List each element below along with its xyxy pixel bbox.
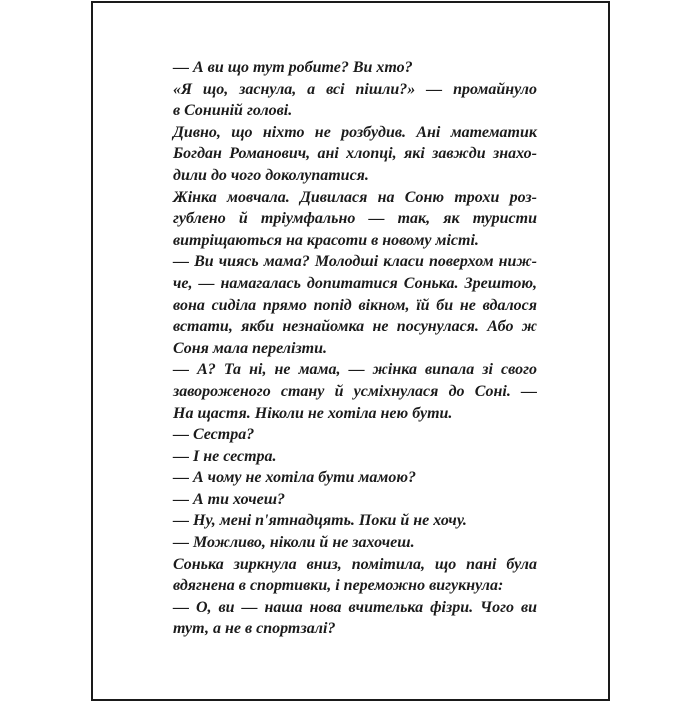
text-line: Сонька зиркнула вниз, помітила, що пані була bbox=[173, 555, 537, 573]
text-line: Дивно, що ніхто не розбудив. Ані математик bbox=[173, 123, 537, 141]
text-line: — Ну, мені п'ятнадцять. Поки й не хочу. bbox=[173, 512, 467, 530]
text-line: — І не сестра. bbox=[173, 447, 277, 465]
text-line: вдягнена в спортивки, і переможно вигукнула: bbox=[173, 577, 504, 595]
text-line: — А? Та ні, не мама, — жінка випала зі свого bbox=[173, 361, 537, 379]
text-line: — Ви чиясь мама? Молодші класи поверхом ниж- bbox=[173, 253, 537, 271]
text-line: тут, а не в спортзалі? bbox=[173, 620, 336, 638]
text-line: дили до чого доколупатися. bbox=[173, 166, 369, 184]
text-line: — Сестра? bbox=[173, 426, 255, 444]
text-line: завороженого стану й усміхнулася до Соні. — bbox=[173, 382, 537, 400]
text-line: — Можливо, ніколи й не захочеш. bbox=[173, 534, 415, 552]
text-line: встати, якби незнайомка не посунулася. Або ж bbox=[173, 318, 537, 336]
text-line: — А чому не хотіла бути мамою? bbox=[173, 469, 417, 487]
text-line: в Сониній голові. bbox=[173, 102, 293, 120]
text-line: вона сиділа прямо попід вікном, їй би не вдалося bbox=[173, 296, 537, 314]
text-line: На щастя. Ніколи не хотіла нею бути. bbox=[173, 404, 453, 422]
text-line: — А ви що тут робите? Ви хто? bbox=[173, 59, 413, 76]
text-line: гублено й тріумфально — так, як туристи bbox=[173, 210, 537, 228]
page-text bbox=[173, 57, 537, 640]
text-line: — А ти хочеш? bbox=[173, 490, 286, 508]
text-line: — О, ви — наша нова вчителька фізри. Чого ви bbox=[173, 598, 537, 616]
text-line: че, — намагалась допитатися Сонька. Зрештою, bbox=[173, 274, 537, 292]
text-line: Жінка мовчала. Дивилася на Соню трохи роз- bbox=[173, 188, 537, 206]
text-line: Соня мала перелізти. bbox=[173, 339, 328, 357]
text-line: Богдан Романович, ані хлопці, які завжди знахо- bbox=[173, 145, 537, 163]
text-line: витріщаються на красоти в новому місті. bbox=[173, 231, 479, 249]
text-line: «Я що, заснула, а всі пішли?» — промайнуло bbox=[173, 80, 537, 98]
